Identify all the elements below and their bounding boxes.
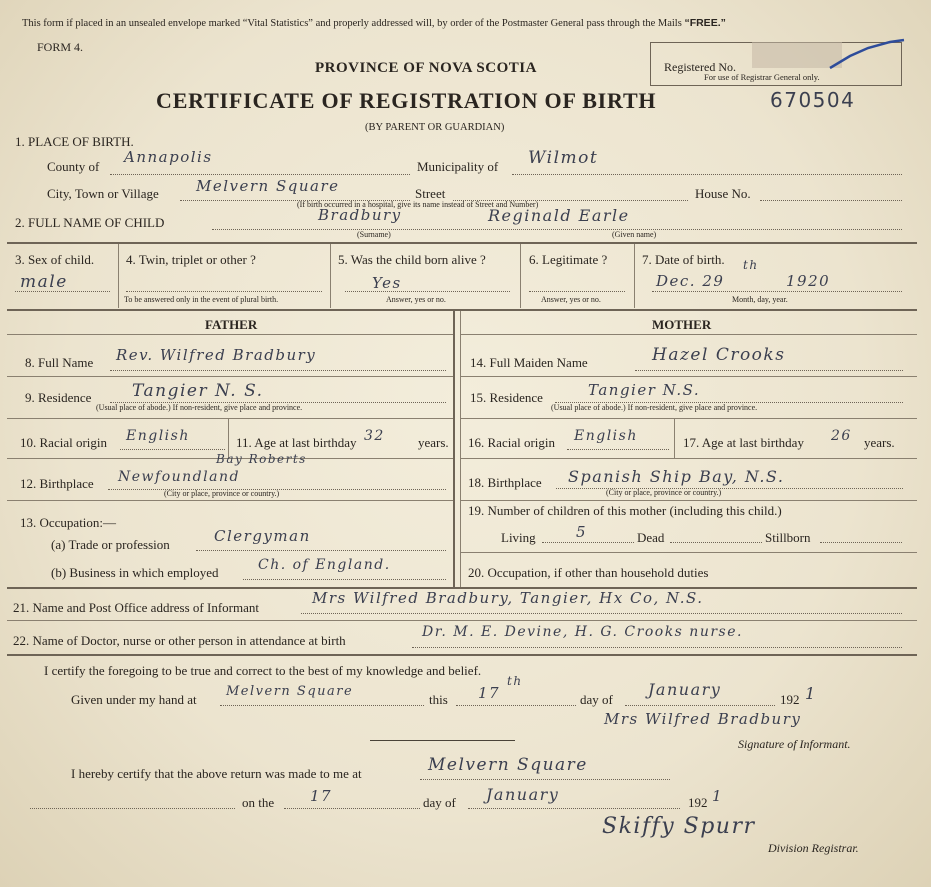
municipality-line [512,174,902,175]
father-business-label: (b) Business in which employed [51,565,219,580]
province-heading: PROVINCE OF NOVA SCOTIA [315,60,537,76]
father-trade: Clergyman [214,527,311,545]
certify-month: January [648,680,722,699]
divider [7,242,917,244]
father-business: Ch. of England. [258,557,391,573]
father-name: Rev. Wilfred Bradbury [116,346,317,364]
free-label: “FREE.” [684,17,726,29]
mother-occupation-label: 20. Occupation, if other than household duties [468,565,709,580]
date-of-birth-line [652,291,902,292]
twin-label: 4. Twin, triplet or other ? [126,252,256,267]
county-value: Annapolis [124,148,213,166]
divider [7,500,453,501]
certify-year-prefix: 192 [780,692,800,707]
registrar-year-prefix: 192 [688,795,708,810]
legitimate-label: 6. Legitimate ? [529,252,608,267]
date-of-birth-month-day: Dec. 29 [656,272,725,290]
mother-racial-origin: English [574,428,638,444]
registrar-place-line [420,779,670,780]
given-place: Melvern Square [226,684,354,699]
informant-line [301,613,902,614]
dead-line [670,542,762,543]
registrar-month-line [468,808,680,809]
child-name-label: 2. FULL NAME OF CHILD [15,215,165,230]
postal-notice [22,17,726,29]
living-line [542,542,634,543]
city-label: City, Town or Village [47,186,159,201]
certificate-title: CERTIFICATE OF REGISTRATION OF BIRTH [156,88,657,113]
postal-notice-text: This form if placed in an unsealed envelope marked “Vital Statistics” and properly addressed will, by order of the Postmaster General pass through the Mails [22,18,682,29]
mother-residence-note: (Usual place of abode.) If non-resident, give place and province. [551,403,758,412]
father-racial-origin: English [126,428,190,444]
registrar-day: 17 [310,787,333,805]
father-residence-label: 9. Residence [25,390,92,405]
divider [460,334,917,335]
registrar-day-of-label: day of [423,795,456,810]
place-of-birth-heading: 1. PLACE OF BIRTH. [15,134,134,149]
given-under-label: Given under my hand at [71,692,197,707]
twin-note: To be answered only in the event of plural birth. [124,295,279,304]
legitimate-note: Answer, yes or no. [541,295,601,304]
this-label: this [429,692,448,707]
children-count-label: 19. Number of children of this mother (including this child.) [468,503,782,518]
living-count: 5 [576,523,588,541]
county-line [110,174,410,175]
county-label: County of [47,159,100,174]
mother-age-label: 17. Age at last birthday [683,435,804,450]
certify-day-of-label: day of [580,692,613,707]
divider [7,309,917,311]
mother-name: Hazel Crooks [652,345,786,365]
registrar-statement: I hereby certify that the above return was made to me at [71,766,362,781]
father-business-line [243,579,446,580]
mother-heading: MOTHER [652,317,712,332]
born-alive-value: Yes [372,274,402,292]
column-divider [520,244,521,308]
father-trade-label: (a) Trade or profession [51,537,170,552]
house-no-line [760,200,902,201]
father-occupation-label: 13. Occupation:— [20,515,117,530]
parent-column-divider [460,311,461,587]
mother-age: 26 [831,428,852,444]
mother-residence-label: 15. Residence [470,390,543,405]
date-of-birth-label: 7. Date of birth. [642,252,725,267]
house-no-label: House No. [695,186,751,201]
mother-birthplace-note: (City or place, province or country.) [606,488,722,497]
father-name-line [110,370,446,371]
certificate-number: 670504 [770,88,856,112]
registrar-title: Division Registrar. [768,841,859,855]
registered-no-label: Registered No. [664,60,736,74]
father-age-label: 11. Age at last birthday [236,435,357,450]
informant-signature: Mrs Wilfred Bradbury [604,710,802,728]
born-alive-label: 5. Was the child born alive ? [338,252,486,267]
sex-label: 3. Sex of child. [15,252,95,267]
divider [460,376,917,377]
separator-rule [370,740,515,741]
child-name-line [212,229,902,230]
father-age-unit: years. [418,435,449,450]
born-alive-line [345,291,510,292]
city-value: Melvern Square [196,177,340,195]
informant-signature-label: Signature of Informant. [738,737,851,751]
living-label: Living [501,530,536,545]
divider [460,458,917,459]
mother-name-label: 14. Full Maiden Name [470,355,588,370]
stillborn-line [820,542,902,543]
street-label: Street [415,186,446,201]
mother-age-unit: years. [864,435,895,450]
divider [7,654,917,656]
father-residence-note: (Usual place of abode.) If non-resident, give place and province. [96,403,303,412]
father-residence: Tangier N. S. [132,381,264,401]
child-given-name: Reginald Earle [488,206,630,225]
municipality-label: Municipality of [417,159,499,174]
informant-label: 21. Name and Post Office address of Informant [13,600,259,615]
registrar-month: January [486,785,560,804]
father-birthplace-town: Bay Roberts [216,452,307,466]
stillborn-label: Stillborn [765,530,811,545]
certify-day-line [456,705,576,706]
column-divider [674,418,675,458]
father-trade-line [196,550,446,551]
given-place-line [220,705,424,706]
doctor-label: 22. Name of Doctor, nurse or other person in attendance at birth [13,633,346,648]
father-racial-label: 10. Racial origin [20,435,108,450]
registrar-year-suffix: 1 [712,787,724,805]
legitimate-line [529,291,625,292]
registrar-on-label: on the [242,795,275,810]
date-of-birth-suffix: th [743,258,759,272]
sex-value: male [20,272,68,292]
father-heading: FATHER [205,317,258,332]
municipality-value: Wilmot [528,148,599,168]
date-of-birth-year: 1920 [786,272,831,290]
certify-statement: I certify the foregoing to be true and correct to the best of my knowledge and belief. [44,663,482,678]
mother-birthplace: Spanish Ship Bay, N.S. [568,467,785,486]
certify-year-suffix: 1 [805,684,817,703]
divider [460,552,917,553]
divider [460,500,917,501]
date-of-birth-note: Month, day, year. [732,295,788,304]
mother-birthplace-label: 18. Birthplace [468,475,542,490]
certify-month-line [625,705,775,706]
dead-label: Dead [637,530,665,545]
mother-name-line [635,370,903,371]
column-divider [634,244,635,308]
form-number: FORM 4. [37,40,84,54]
registrar-place: Melvern Square [428,755,588,775]
father-racial-line [120,449,225,450]
doctor-line [412,647,902,648]
father-birthplace-note: (City or place, province or country.) [164,489,280,498]
registrar-blank-line [30,808,235,809]
column-divider [118,244,119,308]
surname-note: (Surname) [357,230,391,239]
divider [460,418,917,419]
father-age: 32 [364,428,385,444]
divider [7,418,453,419]
registrar-signature: Skiffy Spurr [602,814,756,839]
column-divider [330,244,331,308]
born-alive-note: Answer, yes or no. [386,295,446,304]
mother-residence: Tangier N.S. [588,381,701,399]
divider [7,376,453,377]
certify-day: 17 [478,684,501,702]
informant-value: Mrs Wilfred Bradbury, Tangier, Hx Co, N.S. [312,589,704,607]
hospital-note: (If birth occurred in a hospital, give its name instead of Street and Number) [297,200,539,209]
checkmark-icon [828,38,908,74]
certify-day-suffix: th [507,674,523,688]
registrar-use-note: For use of Registrar General only. [704,72,820,82]
father-birthplace-label: 12. Birthplace [20,476,94,491]
doctor-value: Dr. M. E. Devine, H. G. Crooks nurse. [422,624,743,640]
divider [7,334,453,335]
twin-line [126,291,322,292]
father-birthplace: Newfoundland [118,469,240,485]
mother-racial-label: 16. Racial origin [468,435,556,450]
registrar-day-line [284,808,420,809]
parent-column-divider [453,311,455,587]
given-name-note: (Given name) [612,230,657,239]
mother-racial-line [567,449,669,450]
child-surname: Bradbury [318,206,402,224]
subtitle: (BY PARENT OR GUARDIAN) [365,122,505,133]
divider [7,620,917,621]
father-name-label: 8. Full Name [25,355,94,370]
